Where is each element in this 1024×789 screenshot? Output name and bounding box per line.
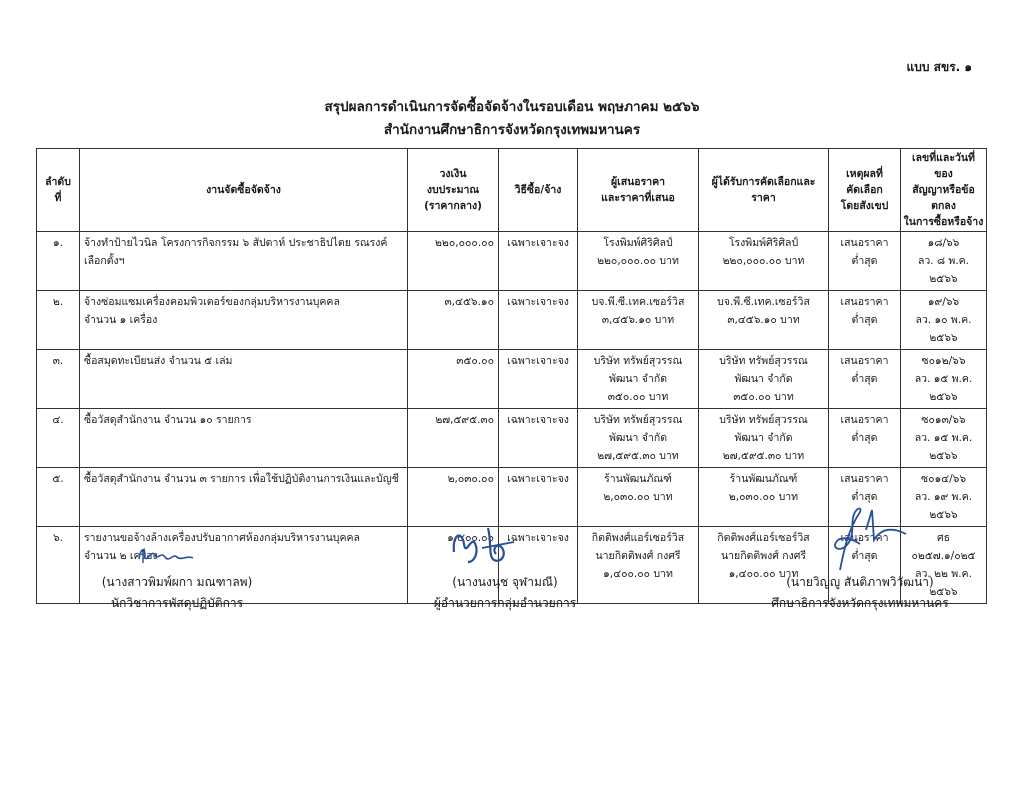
cell-budget: ๑,๔๐๐.๐๐ xyxy=(408,527,499,604)
cell-contract: ซ๐๑๓/๖๖ ลว. ๑๕ พ.ค. ๒๕๖๖ xyxy=(901,409,987,468)
cell-item: จ้างทำป้ายไวนิล โครงการกิจกรรม ๖ สัปดาห์ ประชาธิปไตย รณรงค์ เลือกตั้งฯ xyxy=(80,232,408,291)
header-bidder: ผู้เสนอราคา และราคาที่เสนอ xyxy=(578,149,699,232)
cell-contract: ๑๘/๖๖ ลว. ๘ พ.ค. ๒๕๖๖ xyxy=(901,232,987,291)
cell-no: ๓. xyxy=(37,350,80,409)
cell-budget: ๒,๐๓๐.๐๐ xyxy=(408,468,499,527)
form-code: แบบ สขร. ๑ xyxy=(906,60,972,74)
document-subtitle: สำนักงานศึกษาธิการจังหวัดกรุงเทพมหานคร xyxy=(383,122,641,138)
cell-contract: ศธ ๐๒๕๗.๑/๐๒๕ ลว. ๒๒ พ.ค. ๒๕๖๖ xyxy=(901,527,987,604)
cell-selected: บจ.พี.ซี.เทค.เซอร์วิส ๓,๔๕๖.๑๐ บาท xyxy=(699,291,829,350)
cell-reason: เสนอราคา ต่ำสุด xyxy=(829,232,901,291)
cell-selected: กิตติพงศ์แอร์เซอร์วิส นายกิตติพงศ์ กงศรี ๑,๔๐๐.๐๐ บาท xyxy=(699,527,829,604)
cell-budget: ๓๕๐.๐๐ xyxy=(408,350,499,409)
cell-item: ซื้อสมุดทะเบียนส่ง จำนวน ๕ เล่ม xyxy=(80,350,408,409)
cell-bidder: บริษัท ทรัพย์สุวรรณ พัฒนา จำกัด ๓๕๐.๐๐ บาท xyxy=(578,350,699,409)
cell-budget: ๒๒๐,๐๐๐.๐๐ xyxy=(408,232,499,291)
header-no: ลำดับ ที่ xyxy=(37,149,80,232)
table-row xyxy=(37,232,987,291)
signature-block-head xyxy=(735,572,985,614)
header-reason: เหตุผลที่ คัดเลือก โดยสังเขป xyxy=(829,149,901,232)
signer-position: นักวิชาการพัสดุปฏิบัติการ xyxy=(110,596,244,610)
cell-contract: ซ๐๑๔/๖๖ ลว. ๑๙ พ.ค. ๒๕๖๖ xyxy=(901,468,987,527)
cell-bidder: โรงพิมพ์ศิริศิลป์ ๒๒๐,๐๐๐.๐๐ บาท xyxy=(578,232,699,291)
header-method: วิธีซื้อ/จ้าง xyxy=(499,149,578,232)
cell-method: เฉพาะเจาะจง xyxy=(499,291,578,350)
cell-no: ๕. xyxy=(37,468,80,527)
cell-no: ๖. xyxy=(37,527,80,604)
header-budget: วงเงิน งบประมาณ (ราคากลาง) xyxy=(408,149,499,232)
document-title: สรุปผลการดำเนินการจัดซื้อจัดจ้างในรอบเดือน พฤษภาคม ๒๕๖๖ xyxy=(324,99,700,115)
cell-method: เฉพาะเจาะจง xyxy=(499,232,578,291)
cell-selected: โรงพิมพ์ศิริศิลป์ ๒๒๐,๐๐๐.๐๐ บาท xyxy=(699,232,829,291)
cell-reason: เสนอราคา ต่ำสุด xyxy=(829,468,901,527)
cell-no: ๑. xyxy=(37,232,80,291)
signature-block-director xyxy=(375,572,635,614)
header-contract: เลขที่และวันที่ของ สัญญาหรือข้อตกลง ในการซื้อหรือจ้าง xyxy=(901,149,987,232)
cell-item: ซื้อวัสดุสำนักงาน จำนวน ๓ รายการ เพื่อใช้ปฏิบัติงานการเงินและบัญชี xyxy=(80,468,408,527)
cell-selected: บริษัท ทรัพย์สุวรรณ พัฒนา จำกัด ๓๕๐.๐๐ บาท xyxy=(699,350,829,409)
signature-block-officer xyxy=(62,572,292,614)
table-row xyxy=(37,409,987,468)
cell-contract: ๑๙/๖๖ ลว. ๑๐ พ.ค. ๒๕๖๖ xyxy=(901,291,987,350)
cell-bidder: ร้านพัฒนภัณฑ์ ๒,๐๓๐.๐๐ บาท xyxy=(578,468,699,527)
cell-bidder: บริษัท ทรัพย์สุวรรณ พัฒนา จำกัด ๒๗,๕๙๕.๓๐ บาท xyxy=(578,409,699,468)
cell-budget: ๓,๔๕๖.๑๐ xyxy=(408,291,499,350)
cell-item: รายงานขอจ้างล้างเครื่องปรับอากาศห้องกลุ่มบริหารงานบุคคล จำนวน ๒ เครื่อง xyxy=(80,527,408,604)
signer-position: ศึกษาธิการจังหวัดกรุงเทพมหานคร xyxy=(771,596,949,610)
table-row xyxy=(37,291,987,350)
signer-name: (นางนงนุช จุฬามณี) xyxy=(452,575,558,589)
header-selected: ผู้ได้รับการคัดเลือกและ ราคา xyxy=(699,149,829,232)
cell-item: ซื้อวัสดุสำนักงาน จำนวน ๑๐ รายการ xyxy=(80,409,408,468)
signer-position: ผู้อำนวยการกลุ่มอำนวยการ xyxy=(433,596,577,610)
signer-name: (นายวิญญู สันติภาพวิวัฒนา) xyxy=(786,575,934,589)
cell-budget: ๒๗,๕๙๕.๓๐ xyxy=(408,409,499,468)
cell-method: เฉพาะเจาะจง xyxy=(499,468,578,527)
cell-no: ๔. xyxy=(37,409,80,468)
cell-method: เฉพาะเจาะจง xyxy=(499,350,578,409)
signer-name: (นางสาวพิมพ์ผกา มณฑาลพ) xyxy=(101,575,253,589)
cell-no: ๒. xyxy=(37,291,80,350)
cell-item: จ้างซ่อมแซมเครื่องคอมพิวเตอร์ของกลุ่มบริหารงานบุคคล จำนวน ๑ เครื่อง xyxy=(80,291,408,350)
header-item: งานจัดซื้อจัดจ้าง xyxy=(80,149,408,232)
cell-reason: เสนอราคา ต่ำสุด xyxy=(829,291,901,350)
signature-3-scribble xyxy=(810,500,920,575)
cell-reason: เสนอราคา ต่ำสุด xyxy=(829,409,901,468)
signature-1-scribble xyxy=(135,543,205,567)
cell-selected: ร้านพัฒนภัณฑ์ ๒,๐๓๐.๐๐ บาท xyxy=(699,468,829,527)
signature-2-scribble xyxy=(448,522,520,568)
cell-method: เฉพาะเจาะจง xyxy=(499,527,578,604)
cell-method: เฉพาะเจาะจง xyxy=(499,409,578,468)
cell-contract: ซ๐๑๒/๖๖ ลว. ๑๕ พ.ค. ๒๕๖๖ xyxy=(901,350,987,409)
cell-bidder: บจ.พี.ซี.เทค.เซอร์วิส ๓,๔๕๖.๑๐ บาท xyxy=(578,291,699,350)
cell-reason: เสนอราคา ต่ำสุด xyxy=(829,350,901,409)
cell-reason: เสนอราคา ต่ำสุด xyxy=(829,527,901,604)
cell-bidder: กิตติพงศ์แอร์เซอร์วิส นายกิตติพงศ์ กงศรี ๑,๔๐๐.๐๐ บาท xyxy=(578,527,699,604)
table-row xyxy=(37,350,987,409)
cell-selected: บริษัท ทรัพย์สุวรรณ พัฒนา จำกัด ๒๗,๕๙๕.๓๐ บาท xyxy=(699,409,829,468)
table-header-row xyxy=(37,149,987,232)
